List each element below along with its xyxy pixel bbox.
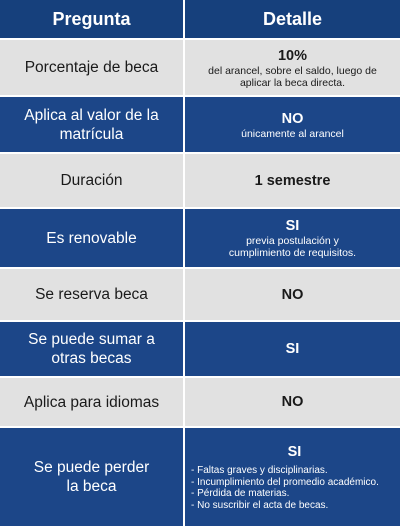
row-question bbox=[0, 378, 183, 426]
row-detail bbox=[185, 40, 400, 95]
row-question bbox=[0, 269, 183, 320]
list-item: - Incumplimiento del promedio académico. bbox=[191, 476, 379, 488]
answer-text: 1 semestre bbox=[254, 172, 331, 189]
question-text: Aplica al valor de la matrícula bbox=[24, 106, 159, 143]
header-pregunta: Pregunta bbox=[0, 0, 183, 38]
row-question bbox=[0, 428, 183, 526]
row-detail bbox=[185, 378, 400, 426]
list-item: - No suscribir el acta de becas. bbox=[191, 499, 329, 511]
row-question bbox=[0, 97, 183, 152]
question-text: Duración bbox=[60, 172, 123, 189]
loss-conditions-list bbox=[191, 465, 379, 511]
question-text: Se puede sumar a otras becas bbox=[28, 331, 155, 367]
answer-text: SI bbox=[285, 341, 300, 357]
row-question bbox=[0, 40, 183, 95]
question-text: Es renovable bbox=[46, 229, 137, 247]
row-question bbox=[0, 322, 183, 376]
question-text: Se reserva beca bbox=[35, 286, 148, 303]
row-detail bbox=[185, 428, 400, 526]
question-text: Aplica para idiomas bbox=[23, 393, 160, 411]
row-detail bbox=[185, 154, 400, 207]
header-detalle: Detalle bbox=[185, 0, 400, 38]
answer-text: NO bbox=[281, 286, 304, 303]
row-detail bbox=[185, 97, 400, 152]
detail-text: únicamente al arancel bbox=[241, 127, 344, 140]
question-text: Porcentaje de beca bbox=[24, 59, 159, 76]
row-detail bbox=[185, 209, 400, 267]
list-item: - Pérdida de materias. bbox=[191, 488, 290, 499]
list-item: - Faltas graves y disciplinarias. bbox=[191, 465, 328, 476]
row-question bbox=[0, 209, 183, 267]
row-detail bbox=[185, 322, 400, 376]
answer-text: 10% bbox=[277, 47, 308, 64]
answer-text: NO bbox=[281, 110, 304, 127]
detail-text: del arancel, sobre el saldo, luego de aplicar la beca directa. bbox=[208, 64, 377, 89]
detail-text: previa postulación y cumplimiento de requisitos. bbox=[228, 235, 357, 259]
answer-text: SI bbox=[287, 444, 302, 460]
question-text: Se puede perder la beca bbox=[33, 459, 150, 495]
answer-text: SI bbox=[285, 218, 300, 234]
row-question bbox=[0, 154, 183, 207]
answer-text: NO bbox=[281, 394, 304, 410]
row-detail bbox=[185, 269, 400, 320]
